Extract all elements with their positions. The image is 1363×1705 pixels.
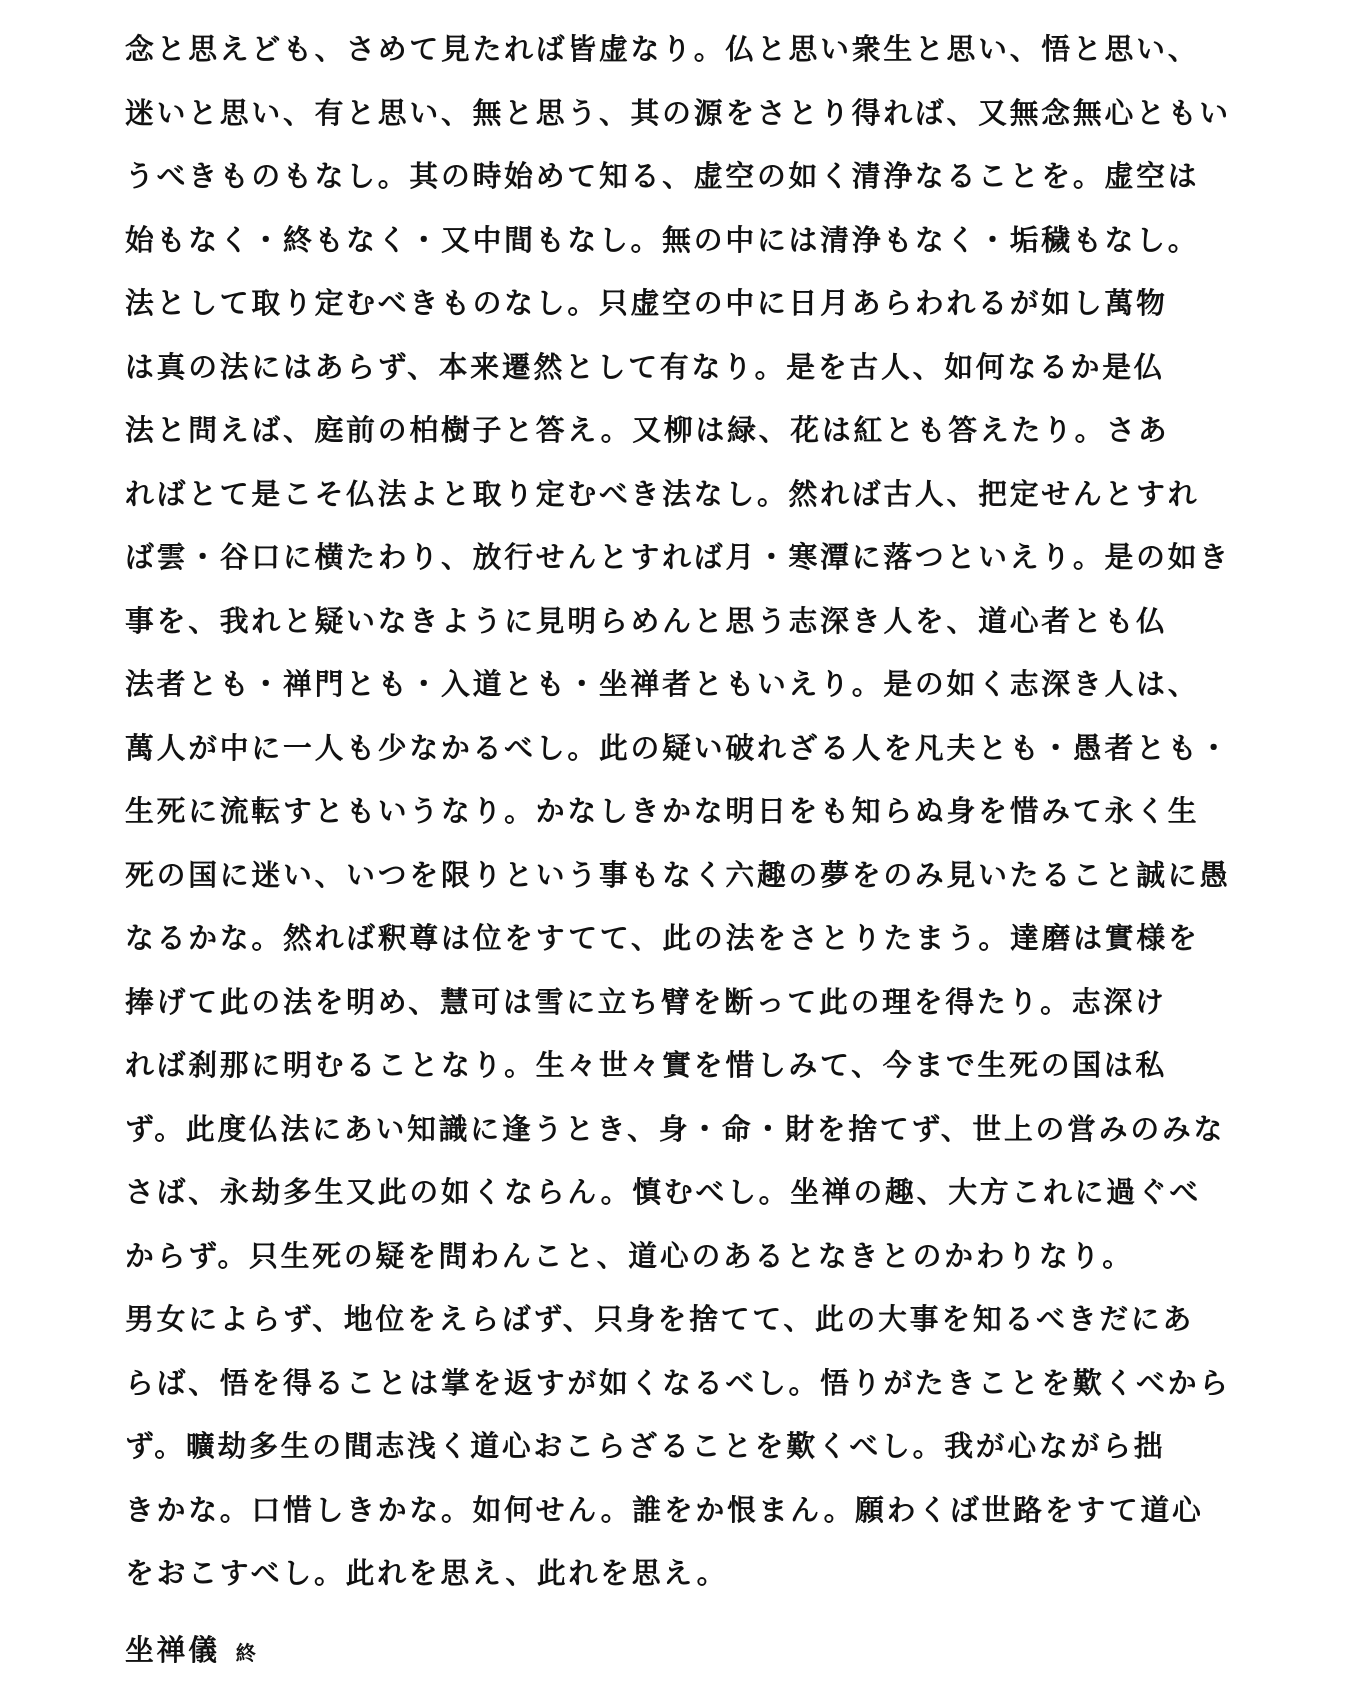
- text-line: からず。只生死の疑を問わんこと、道心のあるとなきとのかわりなり。: [125, 1238, 1134, 1273]
- text-line: なるかな。然れば釈尊は位をすてて、此の法をさとりたまう。達磨は實様を: [125, 921, 1200, 955]
- text-line: ず。此度仏法にあい知識に逢うとき、身・命・財を捨てず、世上の営みのみな: [125, 1111, 1226, 1146]
- document-signature: [125, 1628, 259, 1669]
- text-line: 死の国に迷い、いつを限りという事もなく六趣の夢をのみ見いたること誠に愚: [125, 857, 1231, 892]
- text-line: 法として取り定むべきものなし。只虚空の中に日月あらわれるが如し萬物: [125, 286, 1168, 320]
- text-line: さば、永劫多生又此の如くならん。慎むべし。坐禅の趣、大方これに過ぐべ: [125, 1175, 1202, 1209]
- text-line: 捧げて此の法を明め、慧可は雪に立ち臂を断って此の理を得たり。志深け: [125, 984, 1167, 1019]
- text-line: 迷いと思い、有と思い、無と思う、其の源をさとり得れば、又無念無心ともい: [125, 95, 1231, 130]
- text-line: きかな。口惜しきかな。如何せん。誰をか恨まん。願わくば世路をすて道心: [125, 1492, 1204, 1527]
- text-line: 法と問えば、庭前の柏樹子と答え。又柳は緑、花は紅とも答えたり。さあ: [125, 413, 1170, 447]
- text-line: ればとて是こそ仏法よと取り定むべき法なし。然れば古人、把定せんとすれ: [125, 476, 1200, 511]
- text-line: 始もなく・終もなく・又中間もなし。無の中には清浄もなく・垢穢もなし。: [125, 222, 1200, 257]
- body-text: [125, 18, 1235, 1606]
- text-line: は真の法にはあらず、本来遷然として有なり。是を古人、如何なるか是仏: [125, 349, 1166, 384]
- document-title: 坐禅儀: [125, 1633, 220, 1667]
- text-line: をおこすべし。此れを思え、此れを思え。: [125, 1556, 729, 1590]
- text-line: うべきものもなし。其の時始めて知る、虚空の如く清浄なることを。虚空は: [125, 159, 1200, 193]
- text-line: れば刹那に明むることなり。生々世々實を惜しみて、今まで生死の国は私: [125, 1048, 1168, 1082]
- text-line: 事を、我れと疑いなきように見明らめんと思う志深き人を、道心者とも仏: [125, 603, 1168, 638]
- text-line: 萬人が中に一人も少なかるべし。此の疑い破れざる人を凡夫とも・愚者とも・: [125, 730, 1231, 765]
- text-line: ば雲・谷口に横たわり、放行せんとすれば月・寒潭に落つといえり。是の如き: [125, 540, 1231, 574]
- end-mark: 終: [235, 1641, 259, 1665]
- text-line: 法者とも・禅門とも・入道とも・坐禅者ともいえり。是の如く志深き人は、: [125, 667, 1200, 701]
- text-line: 男女によらず、地位をえらばず、只身を捨てて、此の大事を知るべきだにあ: [125, 1302, 1195, 1336]
- text-line: 念と思えども、さめて見たれば皆虚なり。仏と思い衆生と思い、悟と思い、: [125, 32, 1200, 66]
- text-line: ず。曠劫多生の間志浅く道心おこらざることを歎くべし。我が心ながら拙: [125, 1429, 1166, 1463]
- text-line: 生死に流転すともいうなり。かなしきかな明日をも知らぬ身を惜みて永く生: [125, 794, 1200, 828]
- text-line: らば、悟を得ることは掌を返すが如くなるべし。悟りがたきことを歎くべから: [125, 1365, 1231, 1400]
